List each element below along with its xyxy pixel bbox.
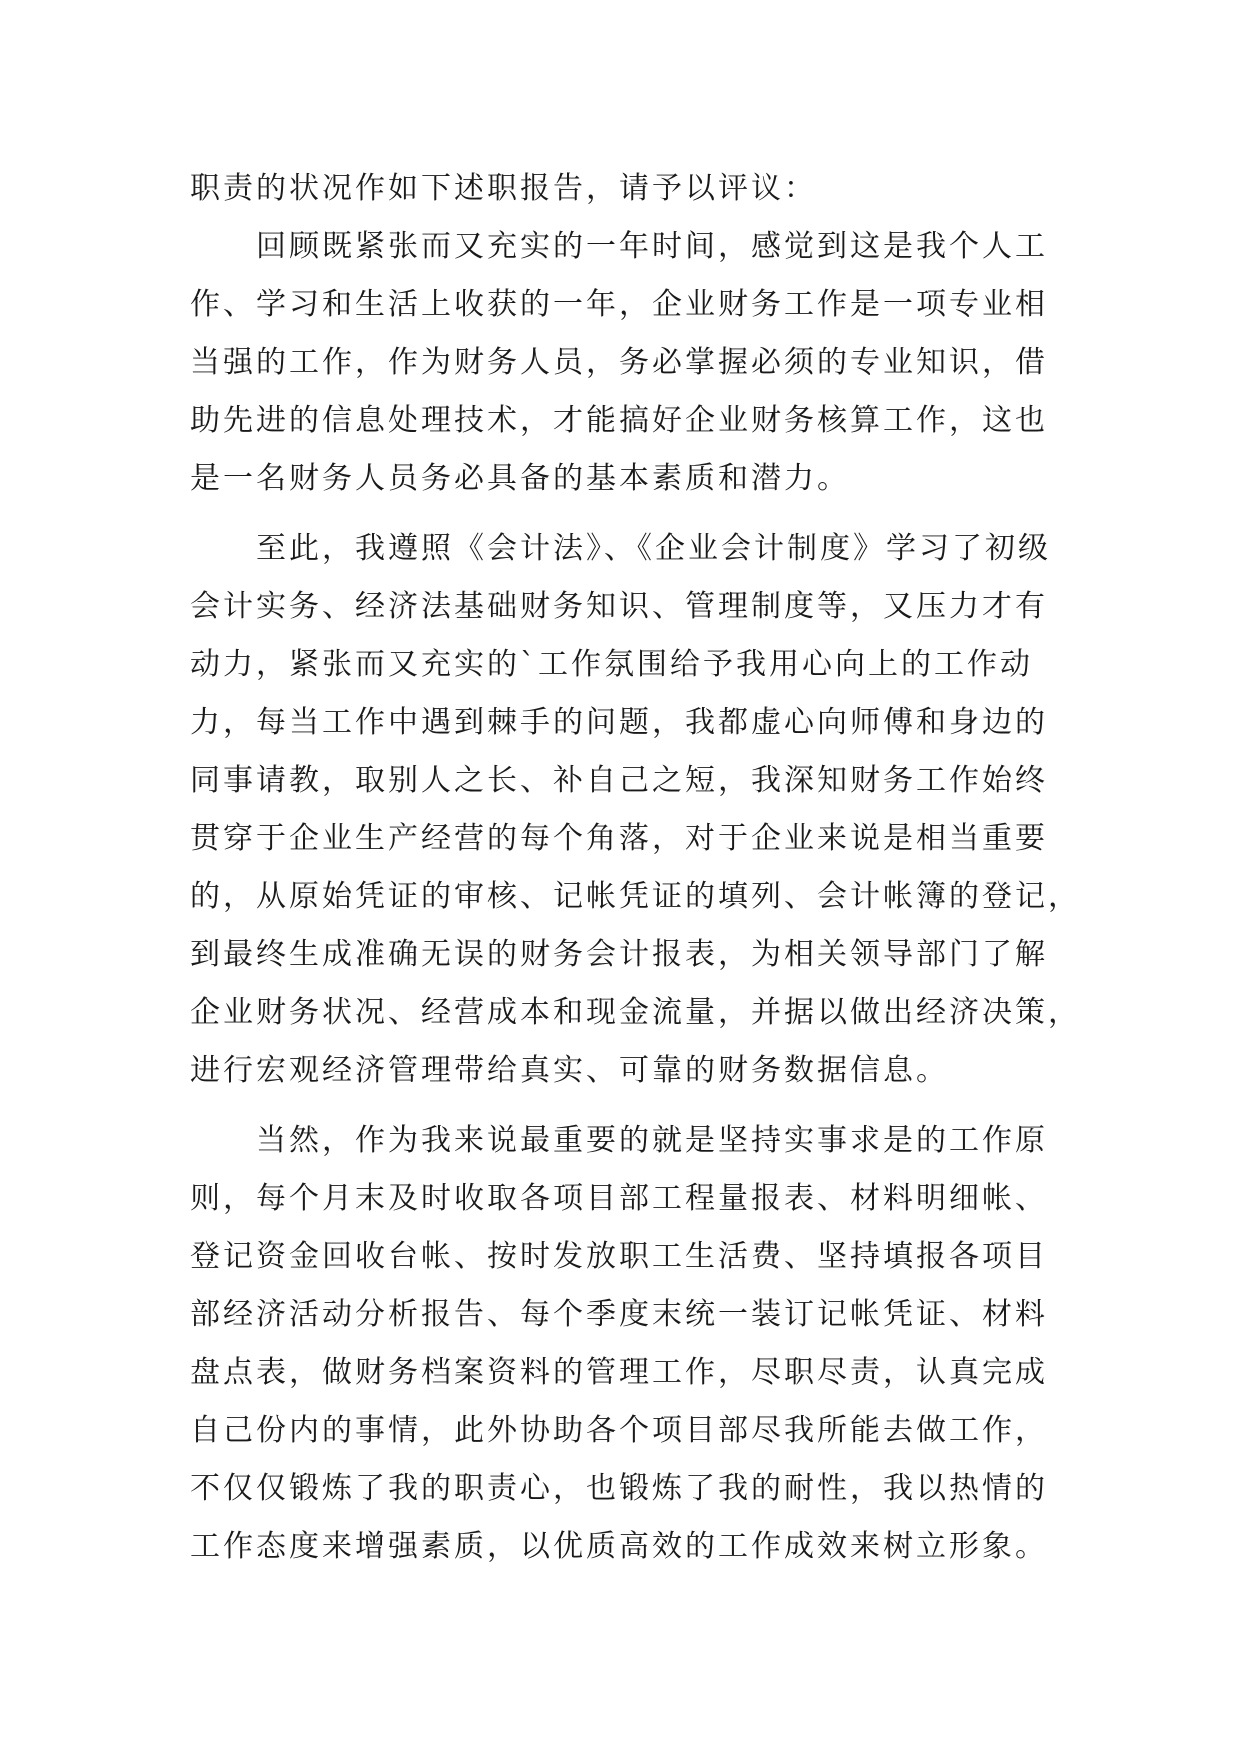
text-line: 自己份内的事情，此外协助各个项目部尽我所能去做工作， bbox=[190, 1413, 1048, 1448]
text-line: 当然，作为我来说最重要的就是坚持实事求是的工作原 bbox=[190, 1123, 1048, 1158]
text-line: 企业财务状况、经营成本和现金流量，并据以做出经济决策， bbox=[190, 995, 1081, 1030]
document-body bbox=[190, 160, 1081, 1576]
text-line: 力，每当工作中遇到棘手的问题，我都虚心向师傅和身边的 bbox=[190, 705, 1048, 740]
text-line: 盘点表，做财务档案资料的管理工作，尽职尽责，认真完成 bbox=[190, 1355, 1048, 1390]
text-line: 回顾既紧张而又充实的一年时间，感觉到这是我个人工 bbox=[190, 229, 1048, 264]
text-line: 会计实务、经济法基础财务知识、管理制度等，又压力才有 bbox=[190, 589, 1048, 624]
text-line: 进行宏观经济管理带给真实、可靠的财务数据信息。 bbox=[190, 1053, 949, 1088]
text-line: 到最终生成准确无误的财务会计报表，为相关领导部门了解 bbox=[190, 937, 1048, 972]
text-line: 同事请教，取别人之长、补自己之短，我深知财务工作始终 bbox=[190, 763, 1048, 798]
paragraph-4 bbox=[190, 1112, 1070, 1576]
text-line: 作、学习和生活上收获的一年，企业财务工作是一项专业相 bbox=[190, 287, 1048, 322]
paragraph-spacer bbox=[190, 1100, 1070, 1112]
text-line: 职责的状况作如下述职报告，请予以评议： bbox=[190, 171, 817, 206]
text-line: 至此，我遵照《会计法》、《企业会计制度》学习了初级 bbox=[190, 531, 1051, 566]
text-line: 的，从原始凭证的审核、记帐凭证的填列、会计帐簿的登记， bbox=[190, 879, 1081, 914]
text-line: 部经济活动分析报告、每个季度末统一装订记帐凭证、材料 bbox=[190, 1297, 1048, 1332]
paragraph-3 bbox=[190, 520, 1081, 1100]
text-line: 则，每个月末及时收取各项目部工程量报表、材料明细帐、 bbox=[190, 1181, 1048, 1216]
paragraph-2 bbox=[190, 218, 1070, 508]
text-line: 是一名财务人员务必具备的基本素质和潜力。 bbox=[190, 461, 850, 496]
text-line: 动力，紧张而又充实的`工作氛围给予我用心向上的工作动 bbox=[190, 647, 1033, 682]
paragraph-spacer bbox=[190, 508, 1070, 520]
text-line: 工作态度来增强素质，以优质高效的工作成效来树立形象。 bbox=[190, 1529, 1048, 1564]
text-line: 不仅仅锻炼了我的职责心，也锻炼了我的耐性，我以热情的 bbox=[190, 1471, 1048, 1506]
text-line: 贯穿于企业生产经营的每个角落，对于企业来说是相当重要 bbox=[190, 821, 1048, 856]
text-line: 当强的工作，作为财务人员，务必掌握必须的专业知识，借 bbox=[190, 345, 1048, 380]
paragraph-1 bbox=[190, 160, 1070, 218]
text-line: 助先进的信息处理技术，才能搞好企业财务核算工作，这也 bbox=[190, 403, 1048, 438]
text-line: 登记资金回收台帐、按时发放职工生活费、坚持填报各项目 bbox=[190, 1239, 1048, 1274]
